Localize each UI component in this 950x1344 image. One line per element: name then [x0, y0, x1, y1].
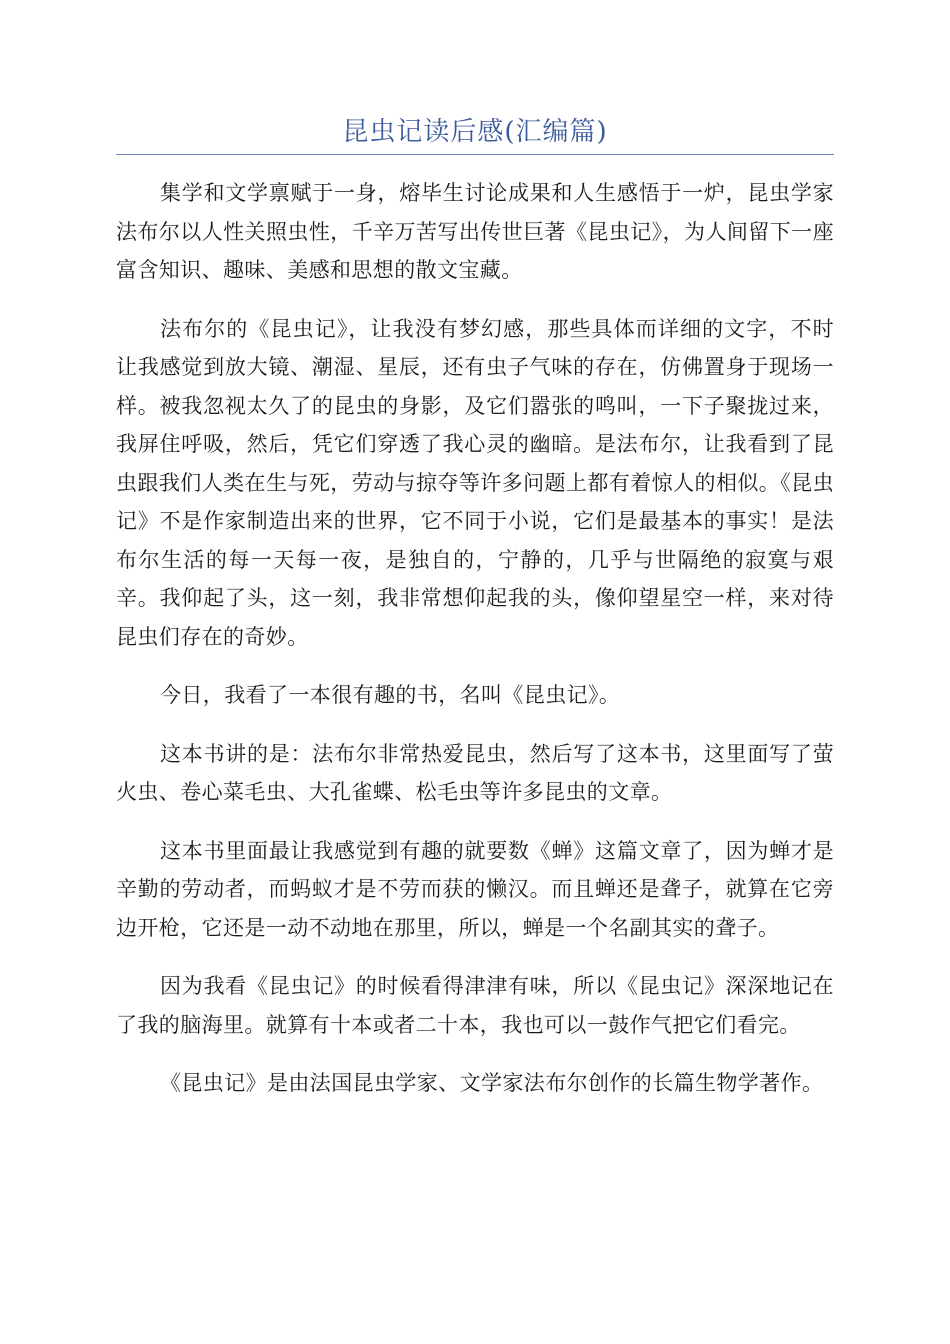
paragraph-6: 因为我看《昆虫记》的时候看得津津有味，所以《昆虫记》深深地记在了我的脑海里。就算有十本或者二十本，我也可以一鼓作气把它们看完。 [116, 974, 834, 1037]
document-body [116, 174, 834, 1123]
paragraph-7: 《昆虫记》是由法国昆虫学家、文学家法布尔创作的长篇生物学著作。 [160, 1071, 824, 1095]
document-title: 昆虫记读后感(汇编篇) [342, 117, 608, 147]
paragraph-5: 这本书里面最让我感觉到有趣的就要数《蝉》这篇文章了，因为蝉才是辛勤的劳动者，而蚂蚁才是不劳而获的懒汉。而且蝉还是聋子，就算在它旁边开枪，它还是一动不动地在那里，所以，蝉是一个名副其实的聋子。 [116, 838, 834, 940]
title-underline [116, 154, 834, 155]
paragraph-3: 今日，我看了一本很有趣的书，名叫《昆虫记》。 [160, 683, 621, 707]
paragraph-4: 这本书讲的是：法布尔非常热爱昆虫，然后写了这本书，这里面写了萤火虫、卷心菜毛虫、大孔雀蝶、松毛虫等许多昆虫的文章。 [116, 741, 834, 804]
paragraph-2: 法布尔的《昆虫记》，让我没有梦幻感，那些具体而详细的文字，不时让我感觉到放大镜、潮湿、星辰，还有虫子气味的存在，仿佛置身于现场一样。被我忽视太久了的昆虫的身影，及它们嚣张的鸣叫，一下子聚拢过来，我屏住呼吸，然后，凭它们穿透了我心灵的幽暗。是法布尔，让我看到了昆虫跟我们人类在生与死，劳动与掠夺等许多问题上都有着惊人的相似。《昆虫记》不是作家制造出来的世界，它不同于小说，它们是最基本的事实！是法布尔生活的每一天每一夜，是独自的，宁静的，几乎与世隔绝的寂寞与艰辛。我仰起了头，这一刻，我非常想仰起我的头，像仰望星空一样，来对待昆虫们存在的奇妙。 [116, 316, 834, 649]
paragraph-1: 集学和文学禀赋于一身，熔毕生讨论成果和人生感悟于一炉，昆虫学家法布尔以人性关照虫性，千辛万苦写出传世巨著《昆虫记》，为人间留下一座富含知识、趣味、美感和思想的散文宝藏。 [116, 181, 834, 282]
